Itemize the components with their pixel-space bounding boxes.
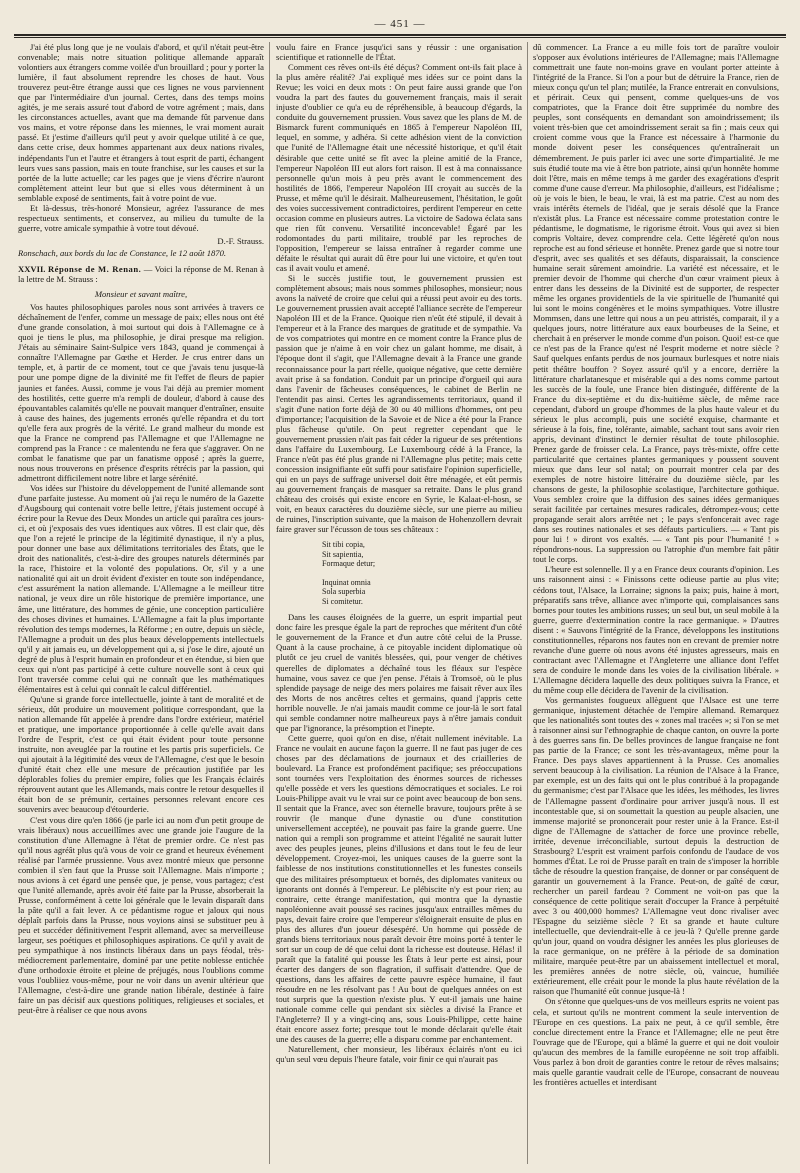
header-rule [14,34,786,38]
section-title: Réponse de M. Renan. [47,263,142,274]
inscription-line: Sola superbia [322,587,366,597]
paragraph: J'ai été plus long que je ne voulais d'abord, et qu'il n'était peut-être convenable; mais notre situation politique allemande apparaît volontiers aux étrangers comme voilée d'un brouillard ; pour y porter la lumière, il faut absolument reprendre les choses de haut. Vous trouverez peut-être étrange aussi que ces lignes ne vous parviennent que par l'intermédiaire d'un journal. Certes, dans des temps moins agités, je me serais assuré tout d'abord de votre agrément ; mais, dans les circonstances actuelles, avant que ma demande fût parvenue dans vos mains, et votre réponse dans les miennes, le vrai moment aurait passé. Et j'estime d'ailleurs qu'il peut y avoir quelque utilité à ce que, dans cette crise, deux hommes appartenant aux deux nations rivales, indépendants l'un et l'autre et étrangers à tout esprit de parti, échangent leurs vues sans passion, mais en toute franchise, sur les causes et sur la portée de la lutte actuelle; car les pages que je viens d'écrire n'auront complètement atteint leur but que si elles vous déterminent à un semblable exposé de sentiments, fait à votre point de vue. [18,42,264,203]
inscription-line: Si comitetur. [322,596,363,606]
column-divider [527,42,528,1164]
inscription-line: Sit sapientia, [322,549,364,559]
paragraph: dû commencer. La France a eu mille fois tort de paraître vouloir s'opposer aux évolutions intérieures de l'Allemagne; mais l'Allemagne commettrait une faute non-moins grave en voulant porter atteinte à l'intégrité de la France. Si l'on a pour but de détruire la France, rien de mieux conçu qu'un tel plan; mutilée, la France entrerait en convulsions, et périrait. Ceux qui pensent, comme quelques-uns de vos compatriotes, que la France doit être supprimée du nombre des peuples, sont conséquents en demandant son amoindrissement; ils voient très-bien que cet amoindrissement serait sa fin ; mais ceux qui croient comme vous que la France est nécessaire à l'harmonie du monde doivent peser les conséquences qu'entraînerait un démembrement. Je puis parler ici avec une sorte d'impartialité. Je me suis étudié toute ma vie à être bon patriote, ainsi qu'un honnête homme doit l'être, mais en même temps à me garder des exagérations d'esprit comme d'une cause d'erreur. Ma philosophie, d'ailleurs, est l'idéalisme ; où je vois le bien, le beau, le vrai, là est ma patrie. C'est au nom des vrais intérêts éternels de l'idéal, que je serais désolé que la France n'existât plus. La France est nécessaire comme protestation contre le pédantisme, le dogmatisme, le rigorisme étroit. Vous qui avez si bien compris Voltaire, devez comprendre cela. Cette légèreté qu'on nous reproche est au fond sérieuse et honnête. Prenez garde que si notre tour d'esprit, avec ses qualités et ses défauts, disparaissait, la conscience humaine serait sûrement amoindrie. La variété est nécessaire, et le premier devoir de l'homme qui cherche d'un cœur vraiment pieux à entrer dans les desseins de la Divinité est de supporter, de respecter même les organes providentiels de la vie spirituelle de l'humanité qui lui sont le moins congénères et le moins sympathiques. Votre illustre Mommsen, dans une lettre qui nous a un peu attristés, comparait, il y a quelques jours, notre littérature aux eaux bourbeuses de la Seine, et cherchait à en préserver le monde comme d'un poison. Quoi! est-ce que ce n'est pas de la France qu'est né l'esprit moderne et notre siècle ? Sauf quelques enfants perdus de nos journaux burlesques et notre niais petit théâtre bouffon ? Soyez assuré qu'il y a encore, derrière la littérature charlatanesque et misérable qui a des noms comme partout les succès de la foule, une France bien distinguée, différente de la France du dix-septième et du dix-huitième siècle, de même race cependant, d'abord un groupe d'hommes de la plus haute valeur et du sérieux le plus accompli, puis une société exquise, charmante et sérieuse à la fois, fine, tolérante, aimable, sachant tout sans avoir rien appris, devinant d'instinct le dernier résultat de toute philosophie. Prenez garde de froisser cela. La France, pays très-mixte, offre cette particularité que certaines plantes germaniques y poussent souvent mieux que dans leur sol natal; on pourrait montrer cela par des exemples de notre histoire littéraire du douzième siècle, par les chansons de geste, la philosophie scolastique, l'architecture gothique. Vous semblez croire que la diffusion des saines idées germaniques serait facilitée par certaines mesures radicales, détrompez-vous; cette propagande serait alors arrêtée net ; le pays s'enfoncerait avec rage dans ses routines nationales et ses défauts particuliers. — « Tant pis pour lui ! » diront vos exaltés. — « Tant pis pour l'humanité ! » répondrons-nous. La suppression ou l'atrophie d'un membre fait pâtir tout le corps. [533,42,779,565]
paragraph: Dans les causes éloignées de la guerre, un esprit impartial peut donc faire les presque égale la part de reproches que méritent d'un côté le gouvernement de la France et d'un autre côté celui de la Prusse. Quant à la cause prochaine, à ce pitoyable incident diplomatique où plutôt ce jeu cruel de vanités blessées, qui, pour venger de chétives querelles de diplomates a déchaîné tous les fléaux sur l'espèce humaine, vous savez ce que j'en pense. J'étais à Tromsoë, où le plus splendide paysage de neige des mers polaires me faisait rêver aux îles des Morts de nos ancêtres celtes et germains, quand j'appris cette horrible nouvelle. Je n'ai jamais maudit comme ce jour-là le sort fatal qui semble condamner notre malheureux pays à n'être jamais conduit que par l'ignorance, la présomption et l'inepte. [276,612,522,733]
text-column-3 [533,42,779,1164]
paragraph: Qu'une si grande force intellectuelle, jointe à tant de moralité et de sérieux, dût produire un mouvement politique correspondant, que la nation allemande fût appelée à prendre dans l'ordre extérieur, matériel et pratique, une importance proportionnée à celle qu'elle avait dans l'ordre de l'esprit, c'est ce qui était évident pour toute personne instruite, non aveuglée par la routine et les partis pris superficiels. Ce qui ajoutait à la légitimité des vœux de l'Allemagne, c'est que le besoin d'unité était chez elle une mesure de précaution justifiée par les déplorables folies du premier empire, folies que les Français éclairés réprouvent autant que les Allemands, mais contre le retour desquelles il était bon de se prémunir, certaines personnes relevant encore ces souvenirs avec beaucoup d'étourderie. [18,693,264,815]
section-heading [18,264,264,284]
paragraph: Cette guerre, quoi qu'on en dise, n'était nullement inévitable. La France ne voulait en aucune façon la guerre. Il ne faut pas juger de ces choses par des déclamations de journaux et des criailleries de boulevard. La France est profondément pacifique; ses préoccupations sont tournées vers l'exploitation des énormes sources de richesses qu'elle possède et vers les questions démocratiques et sociales. Le roi Louis-Philippe avait vu le vrai sur ce point avec beaucoup de bon sens. Il sentait que la France, avec son éternelle bravure, toujours prête à se rouvrir (le manque d'une dynastie ou d'une constitution universellement acceptée), ne pouvait pas faire la grande guerre. Une nation qui a rempli son programme et atteint l'égalité ne saurait lutter avec des peuples jeunes, pleins d'illusions et dans tout le feu de leur développement. Croyez-moi, les uniques causes de la guerre sont la faiblesse de nos institutions constitutionnelles et les funestes conseils que des militaires présomptueux et bornés, des diplomates vaniteux ou ignorants ont donnés à l'empereur. Le plébiscite n'y est pour rien; au contraire, cette étrange manifestation, qui montra que la dynastie napoléonienne avait poussé ses racines jusqu'aux entrailles mêmes du pays, devait faire croire que l'empereur s'éloignerait ensuite de plus en plus des allures d'un joueur désespéré. Un homme qui possède de grands biens territoriaux nous paraît devoir être moins porté à tenter le sort sur un coup de dé que celui dont la richesse est douteuse. Hélas! il paraît que la fatalité qui pousse les États à leur perte est ainsi, pour écarter des dangers de son flagration, il suffisait d'attendre. Que de questions, dans les affaires de cette pauvre espèce humaine, il faut résoudre en ne les résolvant pas ! Au bout de quelques années on est tout surpris que la question n'existe plus. Y eut-il jamais une haine nationale comme celle qui pendant six siècles a divisé la France et l'Angleterre? Il y a vingt-cinq ans, sous Louis-Philippe, cette haine était encore assez forte; presque tout le monde déclarait qu'elle était une des causes de la guerre; elle a disparu comme par enchantement. [276,732,522,1045]
text-column-2 [276,42,522,1164]
paragraph: Naturellement, cher monsieur, les libéraux éclairés n'ont eu ici qu'un seul vœu depuis l'heure fatale, voir finir ce qui n'aurait pas [276,1044,522,1065]
inscription-line: Sit tibi copia, [322,540,365,550]
text-column-1 [18,42,264,1164]
signature: D.-F. Strauss. [217,235,264,246]
salutation: Monsieur et savant maître, [94,289,188,300]
paragraph: Vos germanistes fougueux allèguent que l'Alsace est une terre germanique, injustement détachée de l'empire allemand. Remarquez que les nationalités sont toutes des « zones mal tracées »; si l'on se met à raisonner ainsi sur l'ethnographie de chaque canton, on ouvre la porte à des guerres sans fin. De belles provinces de langue française ne font pas partie de la France; ce sont les très-avantageux, même pour la France. Des pays slaves appartiennent à la Prusse. Ces anomalies servent beaucoup à la civilisation. La réunion de l'Alsace à la France, par exemple, est un des faits qui ont le plus contribué à la propagande du germanisme; c'est par l'Alsace que les idées, les méthodes, les livres de l'Allemagne passent d'ordinaire pour arriver jusqu'à nous. Il est incontestable que, si on soumettait la question au peuple alsacien, une immense majorité se prononcerait pour rester unie à la France. Est-il digne de l'Allemagne de s'attacher de force une province rebelle, irritée, devenue irréconciliable, surtout depuis la destruction de Strasbourg? L'esprit est vraiment parfois confondu de l'audace de vos hommes d'État. Le roi de Prusse paraît en train de s'imposer la horrible tâche de résoudre la question française, de donner or par conséquent de garantir un gouvernement à la France. Peut-on, de gaîté de cœur, rechercher un pareil fardeau ? Comment ne voit-on pas que la conséquence de cette politique serait d'occuper la France à perpétuité avec 3 ou 400,000 hommes? L'Allemagne veut donc rivaliser avec l'Espagne du seizième siècle ? Et sa grande et haute culture intellectuelle, que deviendrait-elle à ce jeu-là ? Qu'elle prenne garde qu'un jour, quand on voudra désigner les années les plus glorieuses de la race germanique, on ne préfère à la période de sa domination militaire, marquée peut-être par un abaissement intellectuel et moral, les premières années de notre siècle, où, vaincue, humiliée extérieurement, elle créait pour le monde la plus haute révélation de la raison que l'humanité eût connue jusque-là ! [533,695,779,997]
paragraph: Comment ces rêves ont-ils été déçus? Comment ont-ils fait place à la plus amère réalité? J'ai expliqué mes idées sur ce point dans la Revue; les voici en deux mots : On peut faire aussi grande que l'on voudra la part des fautes du gouvernement français, mais il serait injuste d'oublier ce qu'a eu de répréhensible, à beaucoup d'égards, la conduite du gouvernement prussien. Vous savez que les plans de M. de Bismarck furent communiqués en 1865 à l'empereur Napoléon III, lequel, en somme, y adhéra. Si cette adhésion vient de la conviction que l'unité de l'Allemagne était une nécessité historique, et qu'il était désirable que cette unité se fît avec la pleine amitié de la France, l'empereur Napoléon III eut alors fort raison. Il est à ma connaissance personnelle qu'un mois à peu près avant le commencement des hostilités de 1866, l'empereur Napoléon III croyait au succès de la Prusse, et même qu'il le désirait. Malheureusement, l'hésitation, le goût des voies successivement contradictoires, perdirent l'empereur en cette occasion comme en plusieurs autres. La victoire de Sadowa éclata sans que rien fût convenu. Versatilité inconcevable! Égaré par les rodomontades du parti militaire, troublé par les reproches de l'opposition, l'empereur se laissa entraîner à regarder comme une défaite le résultat qui aurait dû être pour lui une victoire, et qu'en tout cas il avait voulu et amené. [276,62,522,274]
paragraph: Vos hautes philosophiques paroles nous sont arrivées à travers ce déchaînement de l'enfer, comme un message de paix; elles nous ont été d'une grande consolation, à moi surtout qui dois à l'Allemagne ce à quoi je tiens le plus, ma philosophie, je dirai presque ma religion. J'étais au séminaire Saint-Sulpice vers 1843, quand je commençai à connaître l'Allemagne par Gœthe et Herder. Je crus entrer dans un temple, et, à partir de ce moment, tout ce que j'avais tenu jusque-là pour une pompe digne de la divinité me fit l'effet de fleurs de papier jaunies et fanées. Aussi, comme je vous l'ai déjà au premier moment des hostilités, cette guerre m'a rempli de douleur, d'abord à cause des épouvantables calamités qu'elle ne pouvait manquer d'entraîner, ensuite à cause des haines, des jugements erronés qu'elle répandra et du tort qu'elle fera aux progrès de la vérité. Le grand malheur du monde est que la France ne comprend pas l'Allemagne et que l'Allemagne ne comprend pas la France : ce malentendu ne fera que s'aggraver. On ne combat le fanatisme que par un fanatisme opposé ; après la guerre, nous nous trouverons en présence d'esprits rétrécis par la passion, qui admettront difficilement notre libre et large sérénité. [18,302,264,483]
paragraph: On s'étonne que quelques-uns de vos meilleurs esprits ne voient pas cela, et surtout qu'ils ne montrent comment la seule intervention de l'Europe en ces questions. La paix ne peut, à ce qu'il semble, être conclue directement entre la France et l'Allemagne; elle ne peut être l'ouvrage que de l'Europe, qui a blâmé la guerre et qui ne doit vouloir qu'aucun des membres de la famille européenne ne soit trop affaibli. Vous parlez à bon droit de garanties contre le retour de rêves malsains; mais quelle garantie vaudrait celle de l'Europe, consacrant de nouveau les frontières actuelles et interdisant [533,996,779,1087]
paragraph: voulu faire en France jusqu'ici sans y réussir : une organisation scientifique et rationnelle de l'État. [276,42,522,63]
page-number: — 451 — [374,18,426,30]
inscription-line: Formaque detur; [322,559,376,569]
paragraph: C'est vous dire qu'en 1866 (je parle ici au nom d'un petit groupe de vrais libéraux) nous accueillîmes avec une grande joie l'augure de la constitution d'une Allemagne à l'état de premier ordre. Ce n'est pas qu'il nous agréât plus qu'à vous de voir ce grand et heureux événement réalisé par l'armée prussienne. Vous avez montré mieux que personne combien il s'en faut que la Prusse soit l'Allemagne. Mais n'importe ; nous avions à cet égard une pensée que, je pense, vous partagez; c'est que l'unité allemande, après avoir été faite par la Prusse, absorberait la Prusse, conformément à cette loi générale que le levain disparaît dans la pâte qu'il a fait lever. A ce pédantisme rogue et jaloux qui nous déplaît parfois dans la Prusse, nous voyions ainsi se substituer peu à peu et succéder définitivement l'esprit allemand, avec sa merveilleuse largeur, ses poétiques et philosophiques aspirations. Ce qu'il y avait de peu sympathique à nos instincts libéraux dans un pays féodal, très-médiocrement parlementaire, dominé par une petite noblesse entichée d'une orthodoxie étroite et pleine de préjugés, nous l'oublions comme vous l'oubliiez vous-même, pour ne voir dans un avenir ultérieur que l'Allemagne, c'est-à-dire une grande nation libérale, destinée à faire faire un pas décisif aux questions politiques, religieuses et sociales, et peut-être à réaliser ce que nous avons [18,814,264,1016]
paragraph: Vos idées sur l'histoire du développement de l'unité allemande sont d'une parfaite justesse. Au moment où j'ai reçu le numéro de la Gazette d'Augsbourg qui contenait votre belle lettre, j'étais justement occupé à écrire pour la Revue des Deux Mondes un article qui paraîtra ces jours-ci, et où j'exposais des vues identiques aux vôtres. Il est clair que, dès que l'on a rejeté le principe de la légitimité dynastique, il n'y a plus, pour donner une base aux délimitations territoriales des États, que le droit des nationalités, c'est-à-dire des groupes naturels déterminés par la race, l'histoire et la volonté des populations. Or, s'il y a une nationalité qui ait un droit évident d'exister en toute son indépendance, c'est assurément la nation allemande. L'Allemagne a le meilleur titre national, je veux dire un rôle historique de première importance, une âme, une littérature, des hommes de génie, une conception particulière des choses divines et humaines. L'Allemagne a fait la plus importante révolution des temps modernes, la Réforme ; en outre, depuis un siècle, l'Allemagne a produit un des plus beaux développements intellectuels qu'il y ait jamais eu, un développement qui a, si j'ose le dire, ajouté un degré de plus à l'esprit humain en profondeur et en étendue, si bien que ceux qui n'ont pas participé à cette culture nouvelle sont à ceux qui l'ont traversée comme celui qui ne connaît que les mathématiques élémentaires est à celui qui connaît le calcul différentiel. [18,482,264,694]
section-number: XXVII. [18,263,46,274]
paragraph: Et là-dessus, très-honoré Monsieur, agréez l'assurance de mes respectueux sentiments, et conservez, au milieu du tumulte de la guerre, votre amicale sympathie à votre tout dévoué. [18,202,264,233]
column-divider [269,42,270,1164]
inscription-line: Inquinat omnia [322,577,371,587]
latin-inscription [322,540,522,606]
paragraph: L'heure est solennelle. Il y a en France deux courants d'opinion. Les uns raisonnent ainsi : « Finissons cette odieuse partie au plus vite; cédons tout, l'Alsace, la Lorraine; signons la paix; puis, haine à mort, préparatifs sans trêve, alliance avec n'importe qui, complaisances sans bornes pour toutes les ambitions russes; un seul but, un seul mobile à la guerre, guerre d'extermination contre la race germanique. » D'autres disent : « Sauvons l'intégrité de la France, développons les institutions constitutionnelles, réparons nos fautes non en crevant de premier notre revanche d'une guerre où nous avons été injustes agresseurs, mais en contractant avec l'Allemagne et l'Angleterre une alliance dont l'effet sera de conduire le monde dans les voies de la civilisation libérale. » L'Allemagne décidera laquelle des deux politiques suivra la France, et du même coup elle décidera de l'avenir de la civilisation. [533,564,779,695]
inscription-gap [322,569,522,578]
paragraph: Si le succès justifie tout, le gouvernement prussien est complètement absous; mais nous sommes philosophes, monsieur; nous avons la naïveté de croire que celui qui a réussi peut avoir eu des torts. Le gouvernement prussien avait accepté l'alliance secrète de l'empereur Napoléon III et de la France. Quoique rien n'eût été stipulé, il devait à l'empereur et à la France des marques de gratitude et de sympathie. Va de vos compatriotes qui montre en ce moment contre la France plus de passion que je n'aime à en voir chez un galant homme, me disait, à l'époque dont il s'agit, que l'Allemagne devait à la France une grande reconnaissance pour la part réelle, quoique négative, que cette dernière avait prise à sa fondation. Conduit par un principe d'orgueil qui aura dans l'avenir de fâcheuses conséquences, le cabinet de Berlin ne l'entendit pas ainsi. Certes les agrandissements territoriaux, quand il s'agit d'une nation forte déjà de 30 ou 40 millions d'hommes, ont peu d'importance; l'acquisition de la Savoie et de Nice a été pour la France plus fâcheuse qu'utile. On peut regretter cependant que le gouvernement prussien n'ait pas fait céder la rigueur de ses prétentions dans l'affaire du Luxembourg. Le Luxembourg cédé à la France, la France n'eût pas été plus grande ni l'Allemagne plus petite; mais cette concession insignifiante eût suffi pour satisfaire l'opinion superficielle, qui en un pays de suffrage universel doit être ménagée, et eût permis au gouvernement français de masquer sa retraite. Dans le plus grand château des croisés qui existe encore en Syrie, le Kalaat-el-hosn, se voit, en beaux caractères du douzième siècle, sur une pierre au milieu de ruines, l'inscription suivante, que la maison de Hohenzollern devrait faire graver sur l'écusson de tous ses châteaux : [276,273,522,535]
section-intro: — Voici la réponse de M. Renan à la lettre de M. Strauss : [18,263,264,285]
dateline: Ronschach, aux bords du lac de Constance, le 12 août 1870. [18,247,227,258]
